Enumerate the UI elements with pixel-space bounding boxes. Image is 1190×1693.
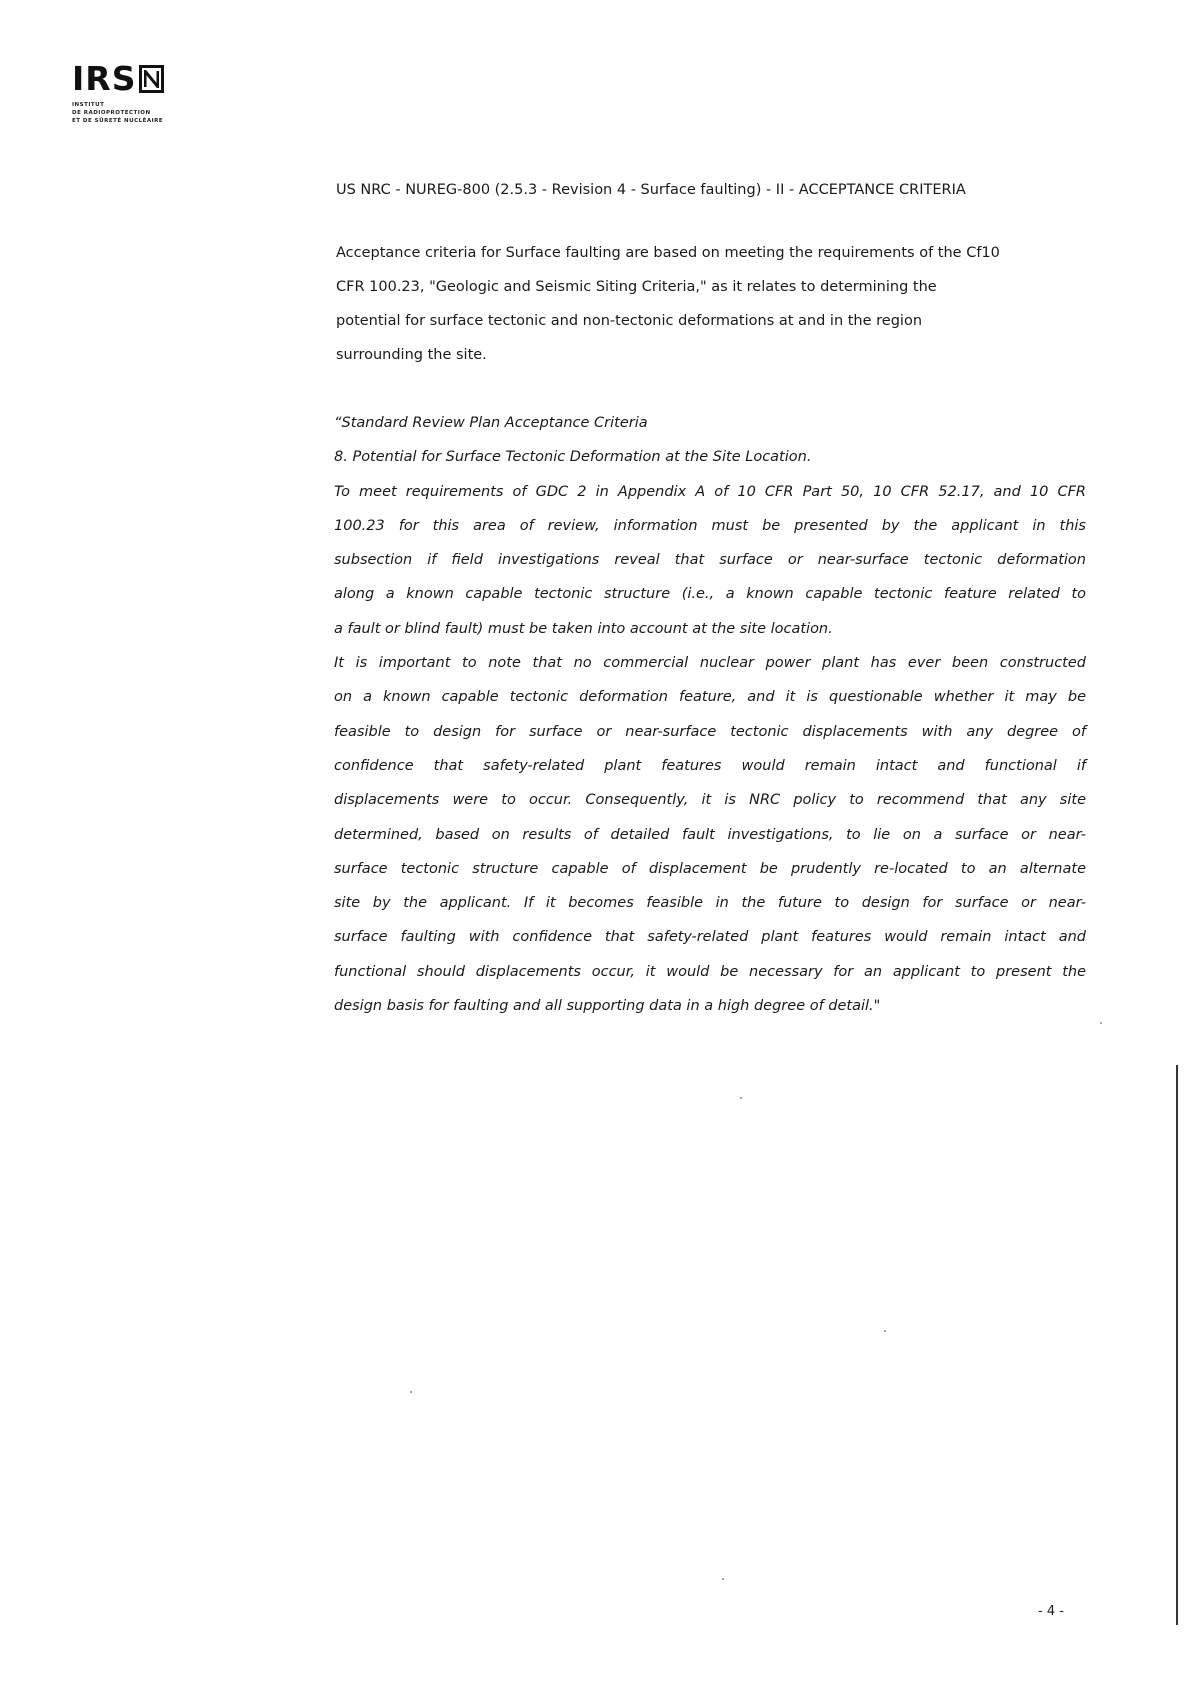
- quote-line: displacements were to occur. Consequently, it is NRC policy to recommend that any site: [334, 792, 1086, 809]
- quote-line: To meet requirements of GDC 2 in Appendix A of 10 CFR Part 50, 10 CFR 52.17, and 10 CFR: [334, 483, 1086, 500]
- quote-line: feasible to design for surface or near-surface tectonic displacements with any degree of: [334, 723, 1086, 740]
- quote-line: determined, based on results of detailed fault investigations, to lie on a surface or near-: [334, 826, 1086, 843]
- intro-paragraph: [336, 236, 1096, 372]
- intro-line: CFR 100.23, "Geologic and Seismic Siting Criteria," as it relates to determining the: [336, 279, 937, 295]
- quote-line: functional should displacements occur, it would be necessary for an applicant to present the: [334, 963, 1086, 980]
- scan-speck: [740, 1097, 742, 1099]
- scan-speck: [884, 1330, 886, 1332]
- quote-line: surface faulting with confidence that safety-related plant features would remain intact and: [334, 929, 1086, 946]
- scan-edge-line: [1176, 1065, 1178, 1625]
- logo-n-box-icon: [139, 65, 164, 93]
- quote-subtitle: 8. Potential for Surface Tectonic Deformation at the Site Location.: [334, 449, 812, 466]
- quote-line: surface tectonic structure capable of displacement be prudently re-located to an alternate: [334, 860, 1086, 877]
- intro-line: Acceptance criteria for Surface faulting are based on meeting the requirements of the Cf10: [336, 245, 1000, 261]
- scan-speck: [1100, 1022, 1102, 1024]
- intro-line: surrounding the site.: [336, 347, 487, 363]
- logo-subtitle-line: INSTITUT: [72, 102, 105, 108]
- quote-line: on a known capable tectonic deformation feature, and it is questionable whether it may be: [334, 689, 1086, 706]
- intro-line: potential for surface tectonic and non-tectonic deformations at and in the region: [336, 313, 923, 329]
- irsn-logo: [72, 59, 164, 125]
- quote-line: design basis for faulting and all supporting data in a high degree of detail.": [334, 998, 881, 1015]
- quote-line: site by the applicant. If it becomes feasible in the future to design for surface or near-: [334, 895, 1086, 912]
- quote-line: confidence that safety-related plant features would remain intact and functional if: [334, 757, 1086, 774]
- scan-speck: [410, 1391, 412, 1393]
- logo-wordmark: [72, 59, 164, 98]
- quote-line: It is important to note that no commercial nuclear power plant has ever been constructed: [334, 655, 1086, 672]
- scan-speck: [722, 1578, 724, 1580]
- section-heading: US NRC - NUREG-800 (2.5.3 - Revision 4 - Surface faulting) - II - ACCEPTANCE CRITERIA: [336, 182, 966, 198]
- logo-subtitle: [72, 101, 164, 125]
- logo-subtitle-line: ET DE SÛRETÉ NUCLÉAIRE: [72, 118, 164, 124]
- quote-line: a fault or blind fault) must be taken into account at the site location.: [334, 620, 833, 637]
- quote-line: 100.23 for this area of review, information must be presented by the applicant in this: [334, 517, 1086, 534]
- quote-line: along a known capable tectonic structure (i.e., a known capable tectonic feature related to: [334, 586, 1086, 603]
- quoted-criteria: [334, 406, 1094, 1023]
- logo-subtitle-line: DE RADIOPROTECTION: [72, 110, 151, 116]
- page-number: - 4 -: [1038, 1604, 1064, 1619]
- quote-line: subsection if field investigations reveal that surface or near-surface tectonic deformation: [334, 552, 1086, 569]
- quote-title: “Standard Review Plan Acceptance Criteria: [334, 415, 648, 431]
- logo-letters: IRS: [72, 59, 137, 98]
